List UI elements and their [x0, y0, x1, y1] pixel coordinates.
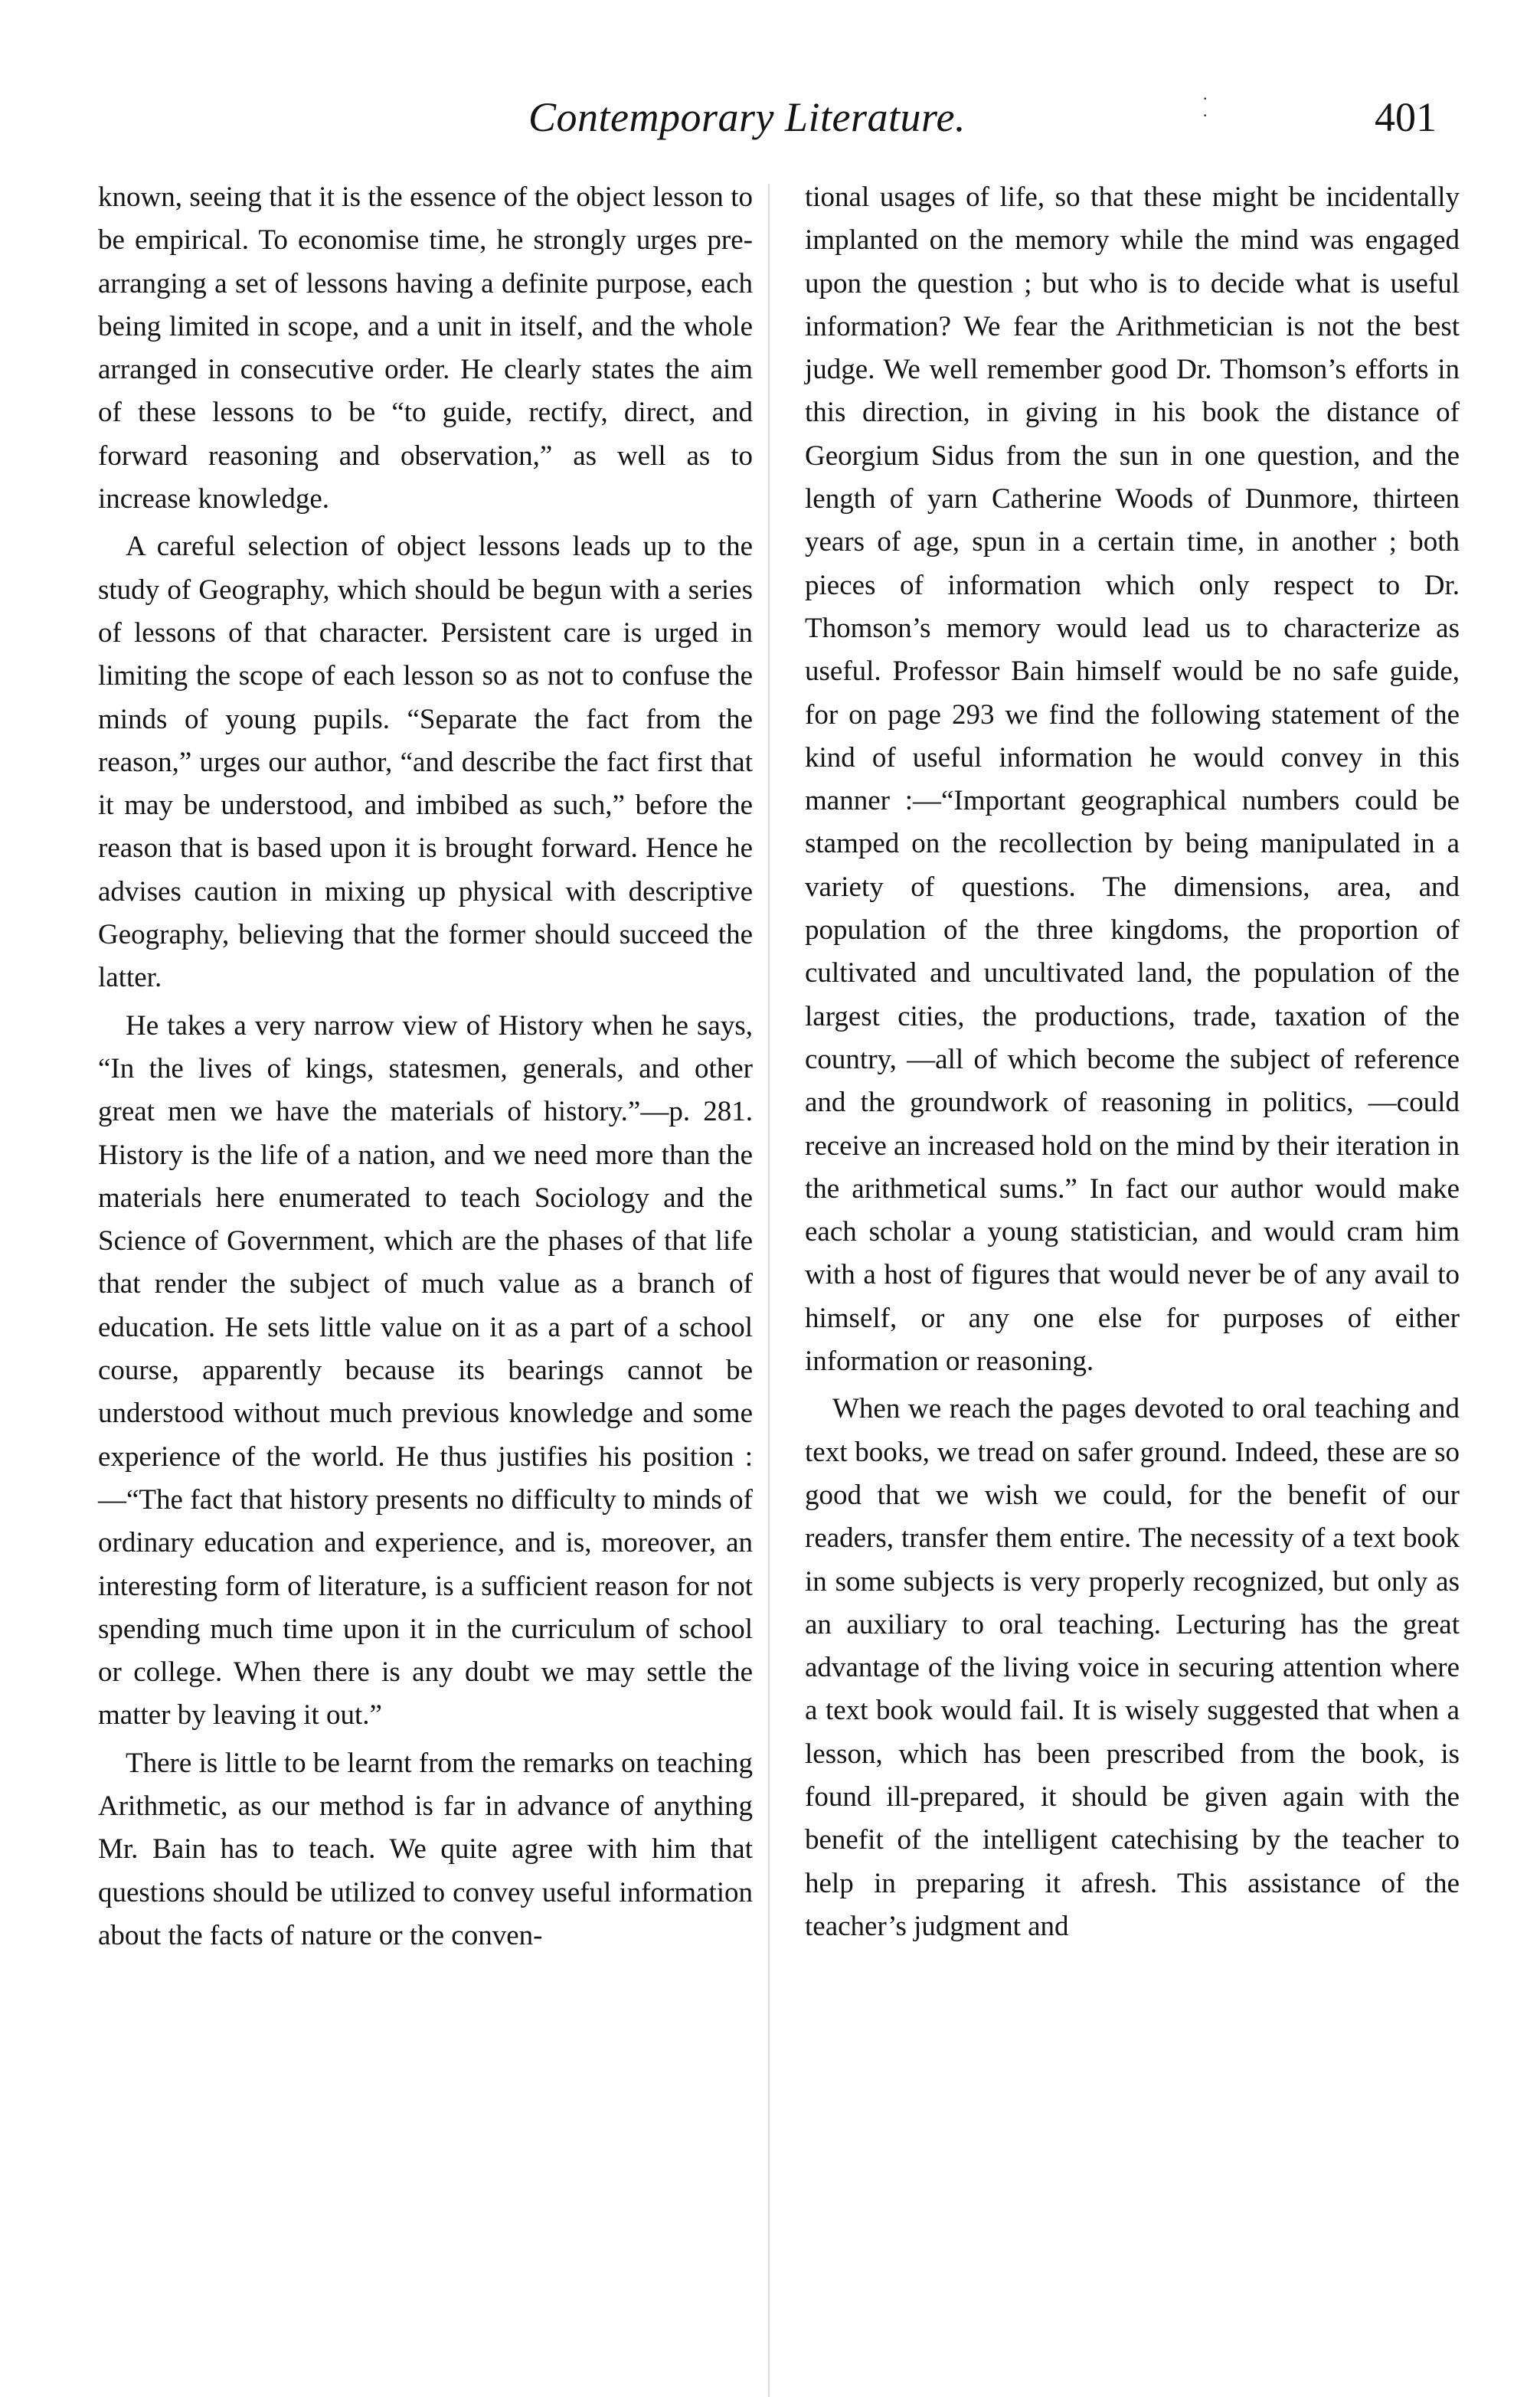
paragraph: He takes a very narrow view of History when he says, “In the lives of kings, statesmen, generals, and other great men we have the materials of history.”—p. 281. History is the life of a nation, and we need more than the materials here enumerated to teach Sociology and the Science of Government, which are the phases of that life that render the subject of much value as a branch of education. He sets little value on it as a part of a school course, apparently because its bearings cannot be understood without much previous knowledge and some experience of the world. He thus justifies his position :—“The fact that history presents no difficulty to minds of ordinary education and experience, and is, moreover, an interesting form of literature, is a sufficient reason for not spending much time upon it in the curriculum of school or college. When there is any doubt we may settle the matter by leaving it out.”	[98, 1009, 753, 1732]
column-divider	[768, 184, 770, 2397]
paragraph: There is little to be learnt from the remarks on teaching Arithmetic, as our method is far in advance of anything Mr. Bain has to teach. We quite agree with him that questions should be utilized to convey useful information about the facts of nature or the conven-	[98, 1747, 753, 1951]
paragraph: When we reach the pages devoted to oral teaching and text books, we tread on safer ground. Indeed, these are so good that we wish we could, for the benefit of our readers, transfer them entire. The necessity of a text book in some subjects is very properly recognized, but only as an auxiliary to oral teaching. Lecturing has the great advantage of the living voice in securing attention where a text book would fail. It is wisely suggested that when a lesson, which has been prescribed from the book, is found ill-prepared, it should be given again with the benefit of the intelligent catechising by the teacher to help in preparing it afresh. This assistance of the teacher’s judgment and	[805, 1393, 1460, 1942]
page-number: 401	[1375, 94, 1437, 140]
right-column	[805, 176, 1460, 1948]
paragraph: A careful selection of object lessons leads up to the study of Geography, which should be begun with a series of lessons of that character. Persistent care is urged in limiting the scope of each lesson so as not to confuse the minds of young pupils. “Separate the fact from the reason,” urges our author, “and describe the fact first that it may be understood, and imbibed as such,” before the reason that is based upon it is brought forward. Hence he advises caution in mixing up physical with descriptive Geography, believing that the former should succeed the latter.	[98, 531, 753, 994]
left-column	[98, 176, 753, 1957]
running-head	[505, 90, 1463, 144]
paragraph: known, seeing that it is the essence of the object lesson to be empirical. To economise time, he strongly urges pre-arranging a set of lessons having a definite purpose, each being limited in scope, and a unit in itself, and the whole arranged in consecutive order. He clearly states the aim of these lessons to be “to guide, rectify, direct, and forward reasoning and observation,” as well as to increase knowledge.	[98, 181, 753, 515]
print-speck: ·	[1202, 106, 1208, 125]
paragraph: tional usages of life, so that these might be incidentally implanted on the memory while the mind was engaged upon the question ; but who is to decide what is useful information? We fear the Arithmetician is not the best judge. We well remember good Dr. Thomson’s efforts in this direction, in giving in his book the distance of Georgium Sidus from the sun in one question, and the length of yarn Catherine Woods of Dunmore, thirteen years of age, spun in a certain time, in another ; both pieces of information which only respect to Dr. Thomson’s memory would lead us to characterize as useful. Professor Bain himself would be no safe guide, for on page 293 we find the following statement of the kind of useful information he would convey in this manner :—“Important geographical numbers could be stamped on the recollection by being manipulated in a variety of questions. The dimensions, area, and population of the three kingdoms, the proportion of cultivated and uncultivated land, the population of the largest cities, the productions, trade, taxation of the country, —all of which become the subject of reference and the groundwork of reasoning in politics, —could receive an increased hold on the mind by their iteration in the arithmetical sums.” In fact our author would make each scholar a young statistician, and would cram him with a host of figures that would never be of any avail to himself, or any one else for purposes of either information or reasoning.	[805, 181, 1460, 1378]
print-speck: ·	[1202, 89, 1208, 108]
running-title: Contemporary Literature.	[528, 94, 966, 140]
